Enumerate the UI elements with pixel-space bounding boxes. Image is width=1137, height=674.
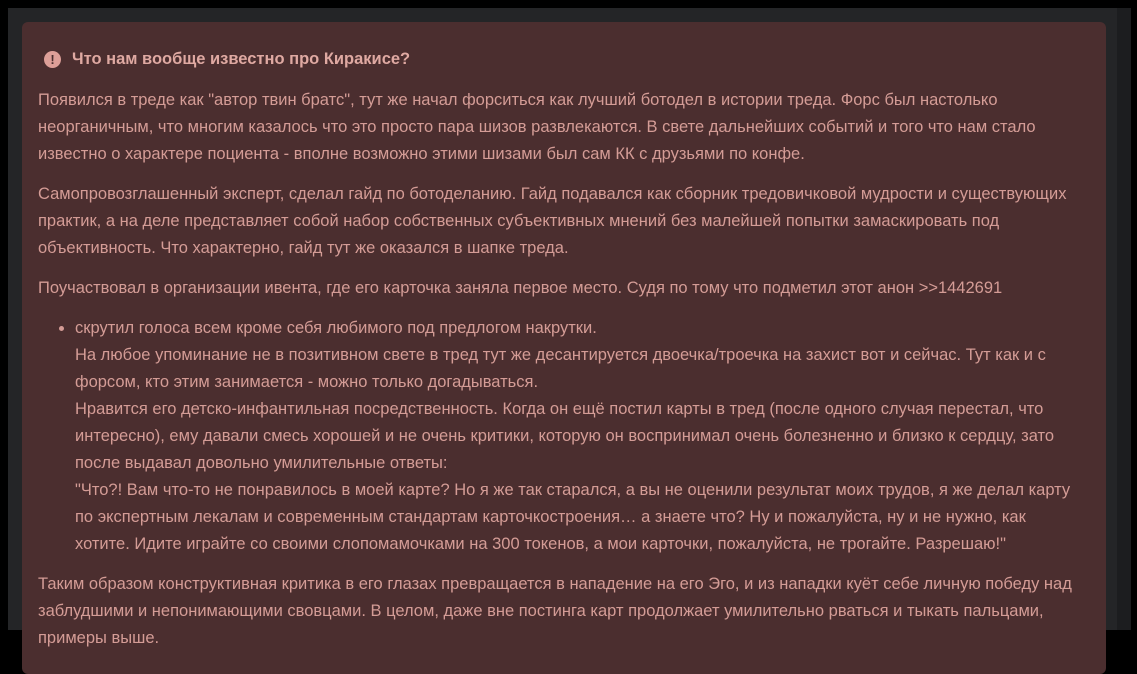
bullet-line-votes: • скрутил голоса всем кроме себя любимого под предлогом накрутки. <box>75 319 597 337</box>
alert-circle-icon: ! <box>44 51 61 68</box>
paragraph-intro: Появился в треде как "автор твин братс", тут же начал форситься как лучший ботодел в истории треда. Форс был настолько неорганичным, что многим казалось что это просто пара шизов развлекаются. В свете дальнейших событий и того что нам стало известно о характере поциента - вполне возможно этими шизами был сам КК с друзьями по конфе. <box>38 91 1036 163</box>
post-title-row <box>44 46 1082 73</box>
paragraph-guide: Самопровозглашенный эксперт, сделал гайд по ботоделанию. Гайд подавался как сборник тредовичковой мудрости и существующих практик, а на деле представляет собой набор собственных субъективных мнений без малейшей попытки замаскировать под объективность. Что характерно, гайд тут же оказался в шапке треда. <box>38 185 1067 257</box>
post-title: Что нам вообще известно про Киракисе? <box>72 50 411 68</box>
bullet-line-defense: На любое упоминание не в позитивном свете в тред тут же десантируется двоечка/троечка на захист вот и сейчас. Тут как и с форсом, кто этим занимается - можно только догадываться. <box>75 346 1046 391</box>
paragraph-event <box>38 275 1082 302</box>
bullet-list <box>38 315 1082 558</box>
paragraph-closing: Таким образом конструктивная критика в его глазах превращается в нападение на его Эго, и из нападки куёт себе личную победу над заблудшими и непонимающими свовцами. В целом, даже вне постинга карт продолжает умилительно рваться и тыкать пальцами, примеры выше. <box>38 575 1072 647</box>
right-gutter <box>1117 8 1131 630</box>
bullet-item <box>75 315 1082 558</box>
post-quote-link[interactable]: >>1442691 <box>918 279 1003 297</box>
bullet-line-criticism: Нравится его детско-инфантильная посредственность. Когда он ещё постил карты в тред (после одного случая перестал, что интересно), ему давали смесь хорошей и не очень критики, которую он воспринимал очень болезненно и близко к сердцу, зато после выдавал довольно умилительные ответы: <box>75 400 1055 472</box>
paragraph-event-text: Поучаствовал в организации ивента, где его карточка заняла первое место. Судя по тому что подметил этот анон <box>38 279 919 297</box>
page-background <box>8 8 1117 647</box>
post-card <box>22 22 1106 674</box>
bullet-line-quote: "Что?! Вам что-то не понравилось в моей карте? Но я же так старался, а вы не оценили результат моих трудов, я же делал карту по экспертным лекалам и современным стандартам карточкостроения… а знаете что? Ну и пожалуйста, ну и не нужно, как хотите. Идите играйте со своими слопомамочками на 300 токенов, а мои карточки, пожалуйста, не трогайте. Разрешаю!" <box>75 481 1071 553</box>
